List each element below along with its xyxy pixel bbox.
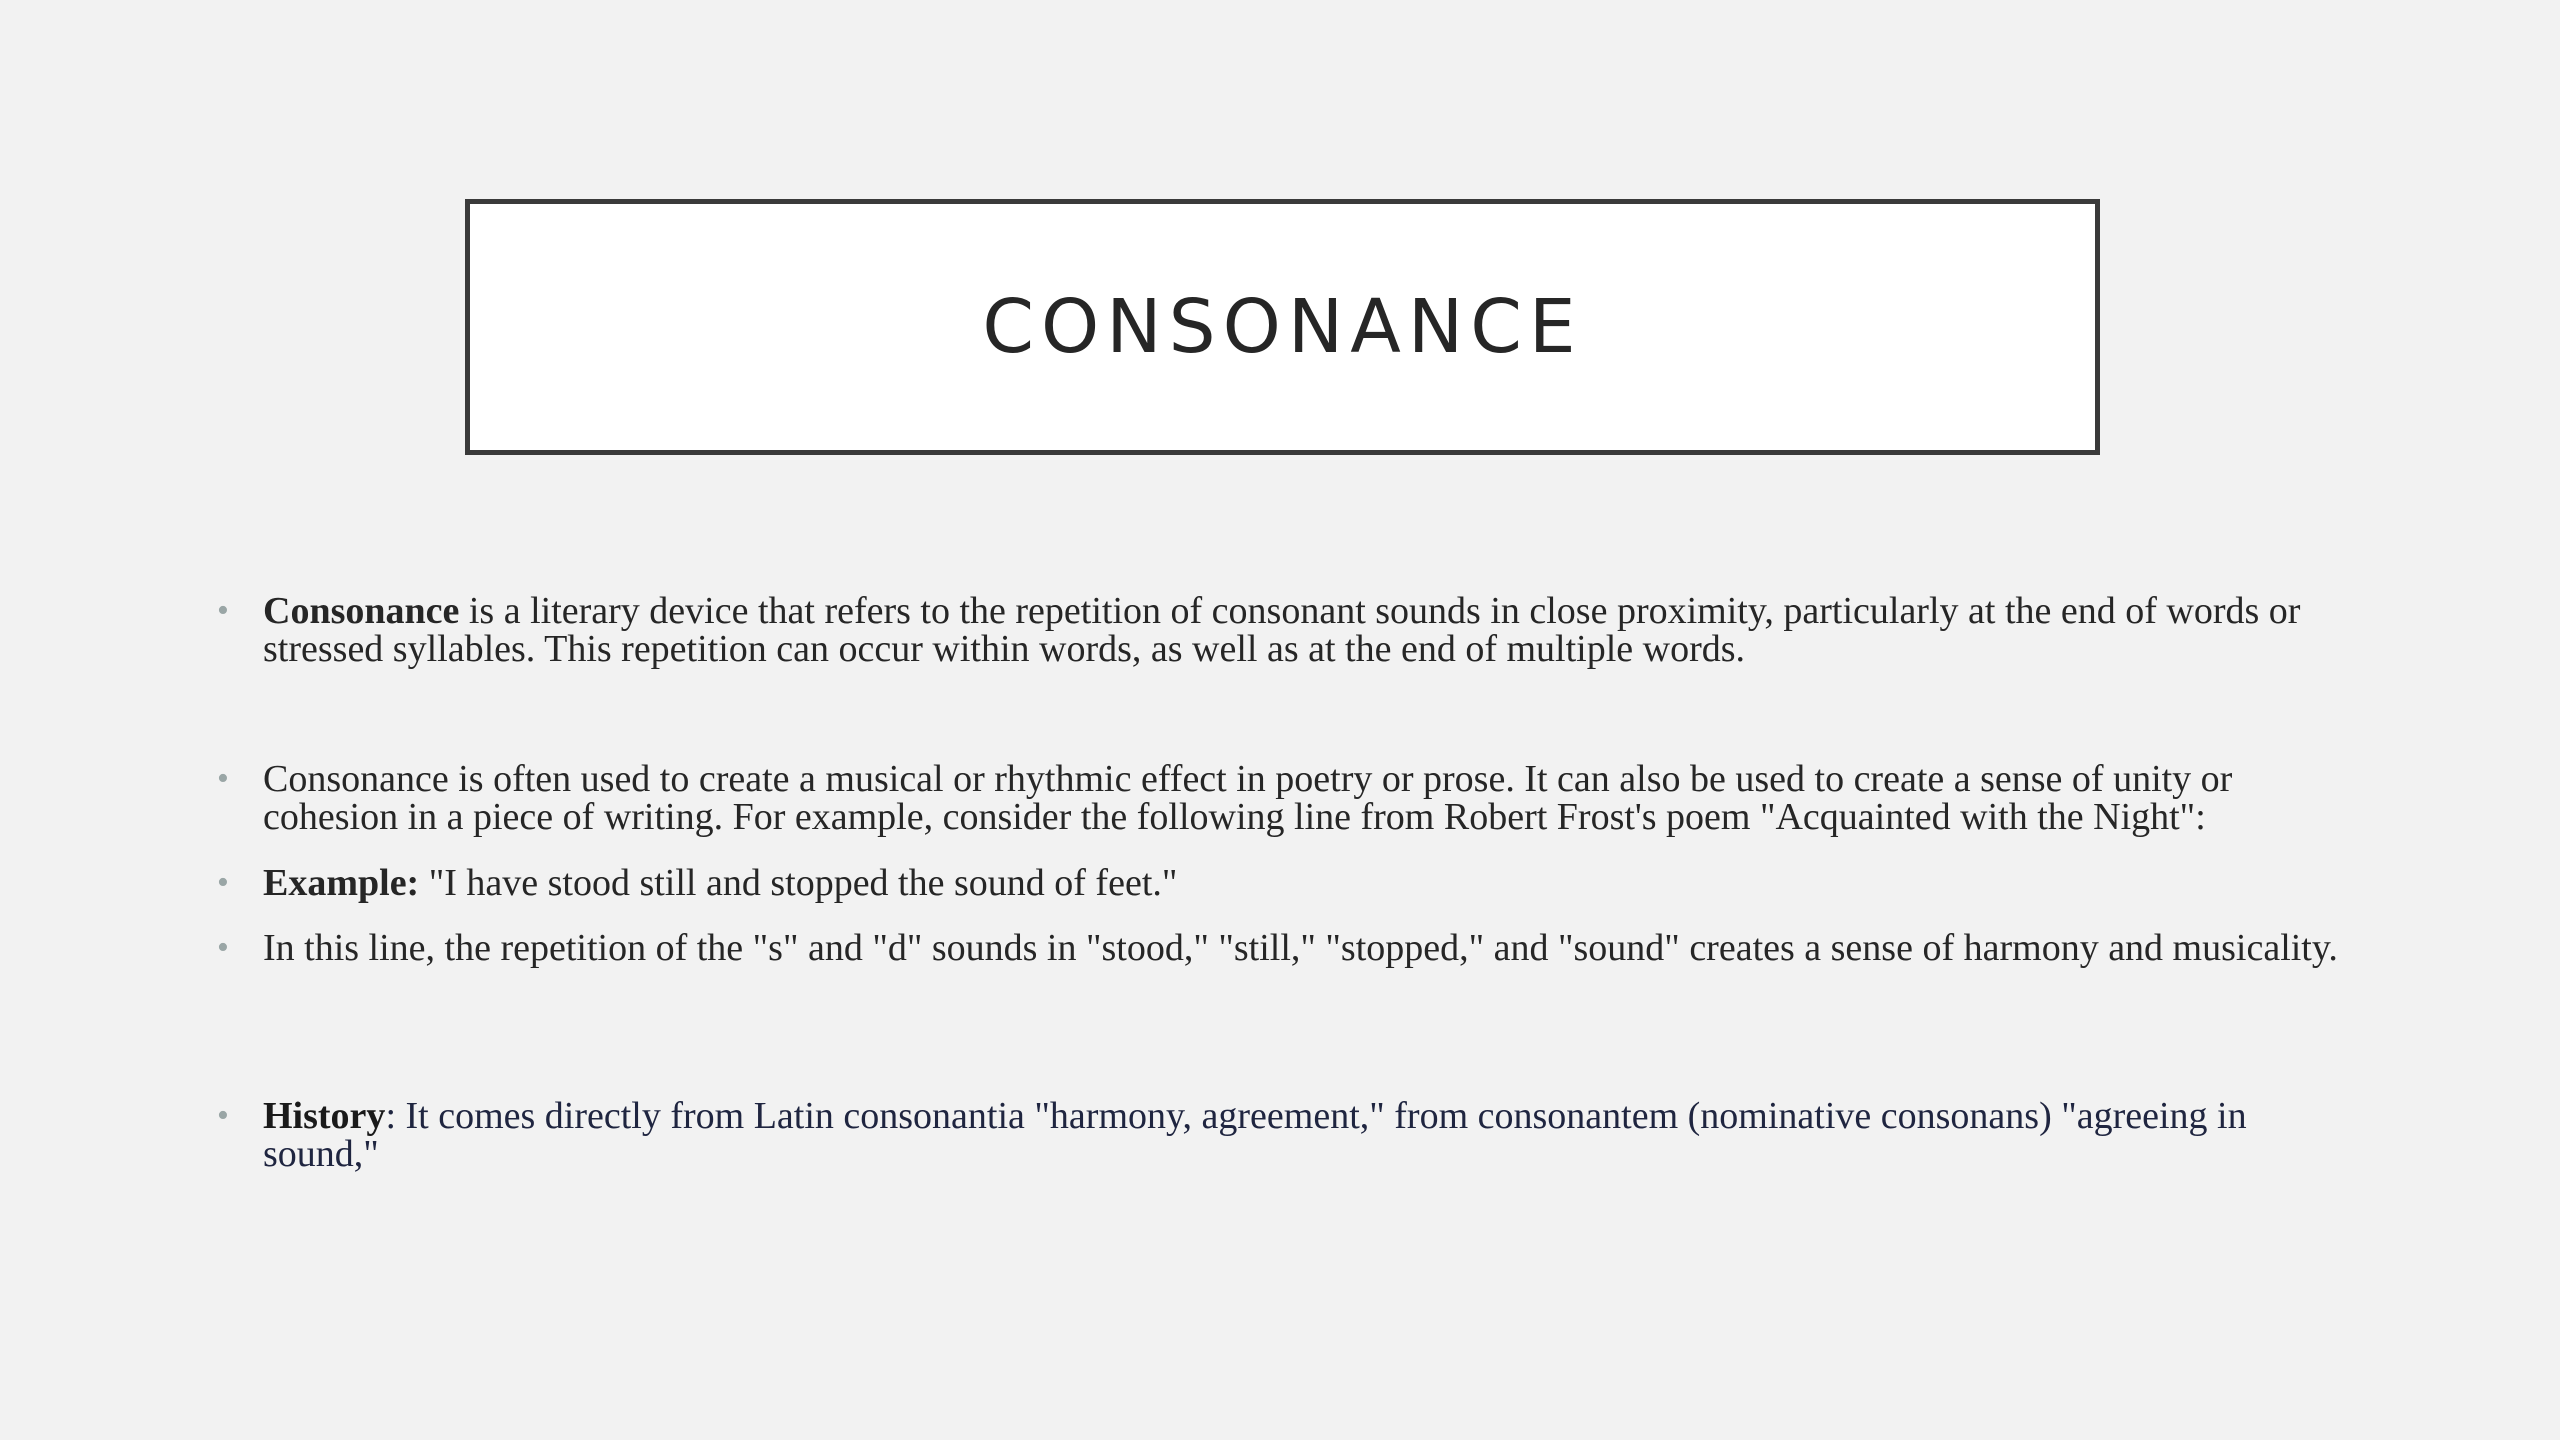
bullet-explanation xyxy=(217,927,2343,969)
bullet-text: is a literary device that refers to the repetition of consonant sounds in close proximity, particularly at the end of words or stressed syllables. This repetition can occur within words, as well as at the end of multiple words. xyxy=(263,590,2301,670)
bullet-marker: • xyxy=(217,929,229,966)
bullet-marker: • xyxy=(217,864,229,901)
bullet-history xyxy=(217,1095,2343,1175)
bullet-bold-term: Example: xyxy=(263,862,420,904)
bullet-definition xyxy=(217,590,2343,670)
bullet-usage xyxy=(217,758,2343,838)
bullet-marker: • xyxy=(217,592,229,629)
bullet-text: In this line, the repetition of the "s" and "d" sounds in "stood," "still," "stopped," and "sound" creates a sense of harmony and musicality. xyxy=(263,927,2338,969)
bullet-text: : It comes directly from Latin consonantia "harmony, agreement," from consonantem (nominative consonans) "agreeing in sound," xyxy=(263,1095,2247,1175)
bullet-text: Consonance is often used to create a musical or rhythmic effect in poetry or prose. It can also be used to create a sense of unity or cohesion in a piece of writing. For example, consider the following line from Robert Frost's poem "Acquainted with the Night": xyxy=(263,758,2233,838)
bullet-marker: • xyxy=(217,760,229,797)
bullet-bold-term: History xyxy=(263,1095,386,1137)
slide-title: CONSONANCE xyxy=(982,284,1583,370)
bullet-text: "I have stood still and stopped the sound of feet." xyxy=(419,862,1178,904)
bullet-example xyxy=(217,862,2343,904)
bullet-marker: • xyxy=(217,1097,229,1134)
bullet-bold-term: Consonance xyxy=(263,590,460,632)
